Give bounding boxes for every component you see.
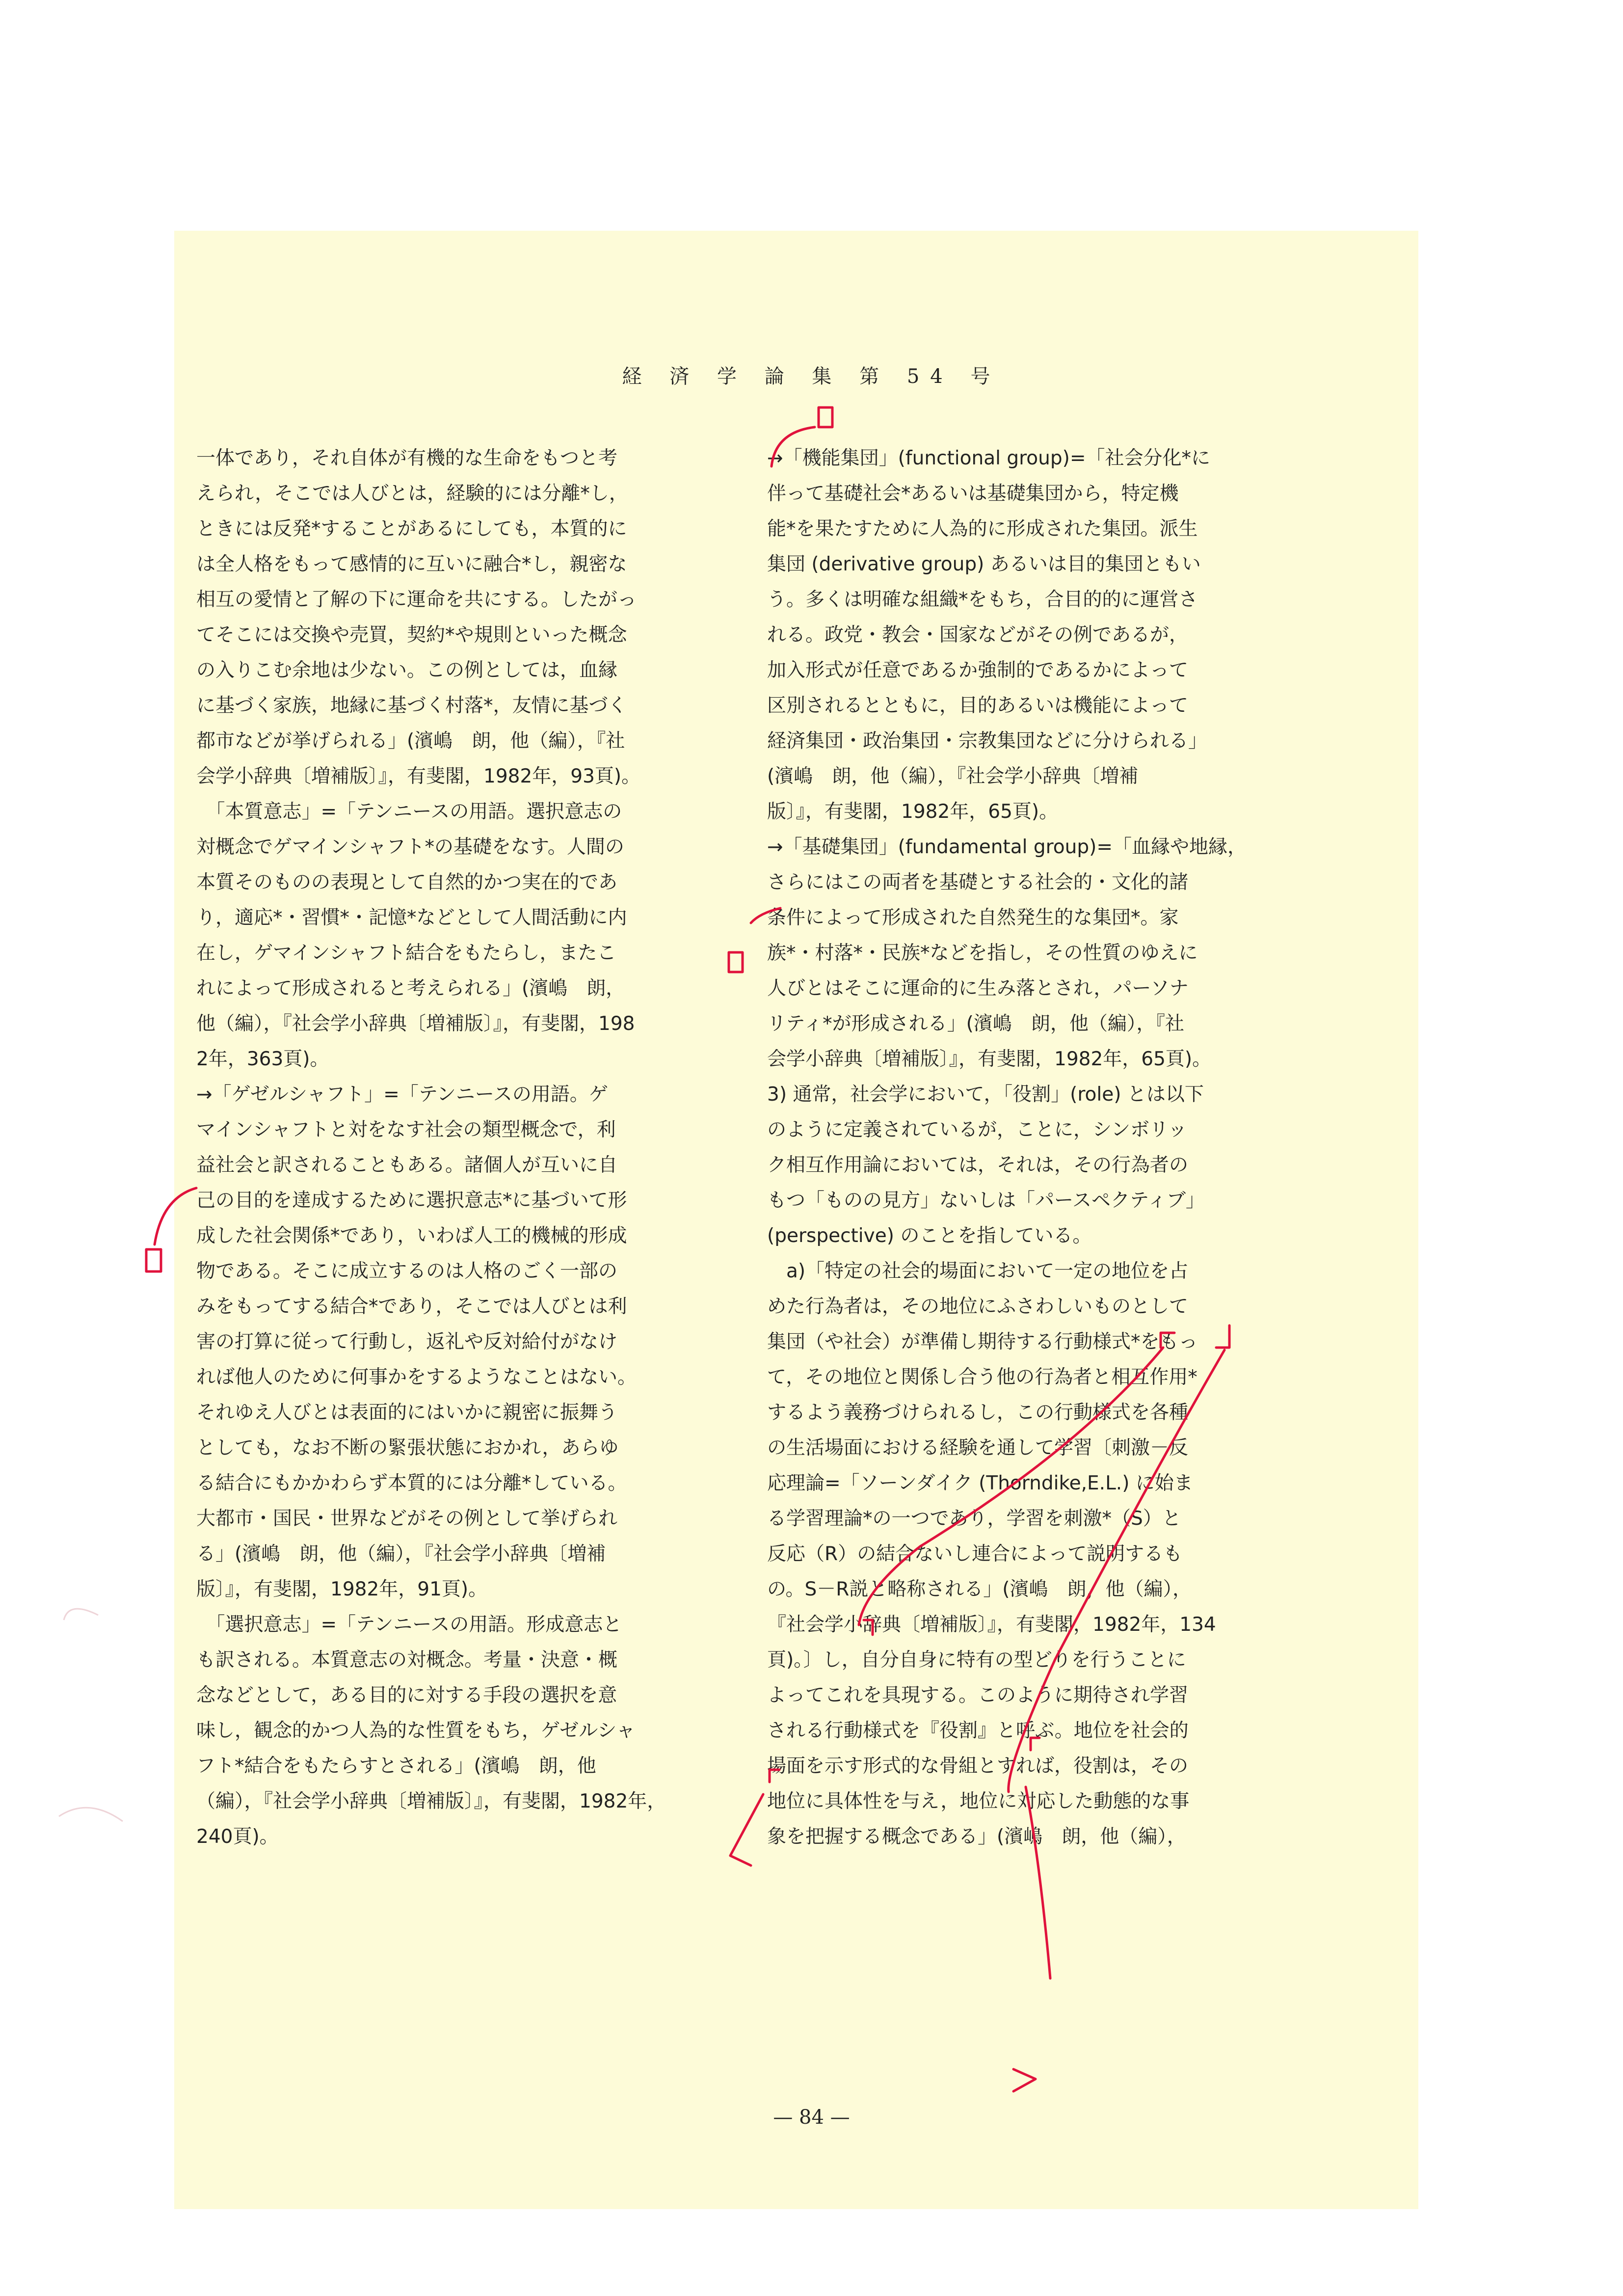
text-line: れば他人のために何事かをするようなことはない。 (196, 1366, 637, 1388)
text-line: のように定義されているが，ことに，シンボリッ (767, 1119, 1187, 1141)
text-line: 「選択意志」=「テンニースの用語。形成意志と (196, 1614, 622, 1636)
text-line: 在し，ゲマインシャフト結合をもたらし，またこ (196, 942, 616, 964)
text-line: 物である。そこに成立するのは人格のごく一部の (196, 1260, 618, 1282)
text-line: 応理論=「ソーンダイク (Thorndike,E.L.) に始ま (767, 1472, 1193, 1494)
text-line: 益社会と訳されることもある。諸個人が互いに自 (196, 1154, 618, 1176)
text-line: 地位に具体性を与え，地位に対応した動態的な事 (767, 1790, 1190, 1812)
text-line: 相互の愛情と了解の下に運命を共にする。したがっ (196, 589, 637, 611)
text-line: えられ，そこでは人びとは，経験的には分離*し， (196, 483, 628, 505)
text-line: としても，なお不断の緊張状態におかれ，あらゆ (196, 1437, 619, 1459)
text-line: 他（編），『社会学小辞典〔増補版〕』，有斐閣，198 (196, 1013, 635, 1035)
running-header: 経 済 学 論 集 第 54 号 (622, 365, 1001, 388)
left-column (196, 441, 697, 1855)
text-line: 『社会学小辞典〔増補版〕』，有斐閣，1982年，134 (767, 1614, 1216, 1636)
text-line: 版〕』，有斐閣，1982年，65頁)。 (767, 801, 1059, 823)
text-line: る」(濱嶋 朗，他（編），『社会学小辞典〔増補 (196, 1543, 606, 1565)
annotation-box-3 (146, 1249, 161, 1271)
text-line: 2年，363頁)。 (196, 1048, 329, 1070)
text-line: 族*・村落*・民族*などを指し，その性質のゆえに (767, 942, 1198, 964)
text-line: も訳される。本質意志の対概念。考量・決意・概 (196, 1649, 618, 1671)
text-line: 区別されるとともに，目的あるいは機能によって (767, 695, 1189, 717)
text-line: て，その地位と関係し合う他の行為者と相互作用* (767, 1366, 1197, 1388)
text-line: の入りこむ余地は少ない。この例としては，血縁 (196, 659, 618, 681)
text-line: 場面を示す形式的な骨組とすれば，役割は，その (767, 1755, 1189, 1777)
text-line: 会学小辞典〔増補版〕』，有斐閣，1982年，65頁)。 (767, 1048, 1212, 1070)
text-line: 対概念でゲマインシャフト*の基礎をなす。人間の (196, 836, 624, 858)
text-line: 反応（R）の結合ないし連合によって説明するも (767, 1543, 1183, 1565)
text-line: ク相互作用論においては，それは，その行為者の (767, 1154, 1189, 1176)
text-line: 人びとはそこに運命的に生み落とされ，パーソナ (767, 977, 1189, 999)
text-line: 3) 通常，社会学において，「役割」(role) とは以下 (767, 1083, 1204, 1106)
text-line: マインシャフトと対をなす社会の類型概念で，利 (196, 1119, 616, 1141)
text-line: めた行為者は，その地位にふさわしいものとして (767, 1296, 1189, 1318)
text-line: の。S－R説と略称される」(濱嶋 朗，他（編）， (767, 1578, 1192, 1600)
text-line: それゆえ人びとは表面的にはいかに親密に振舞う (196, 1402, 618, 1424)
text-line: る学習理論*の一つであり，学習を刺激*（S）と (767, 1508, 1181, 1530)
text-line: 本質そのものの表現として自然的かつ実在的であ (196, 871, 618, 893)
faint-bleed-mark-1 (64, 1609, 98, 1620)
text-line: さらにはこの両者を基礎とする社会的・文化的諸 (767, 871, 1189, 893)
text-line: もつ「ものの見方」ないしは「パースペクティブ」 (767, 1189, 1205, 1212)
text-line: 版〕』，有斐閣，1982年，91頁)。 (196, 1578, 488, 1600)
text-line: するよう義務づけられるし，この行動様式を各種 (767, 1402, 1189, 1424)
text-line: は全人格をもって感情的に互いに融合*し，親密な (196, 553, 627, 575)
text-line: 都市などが挙げられる」(濱嶋 朗，他（編），『社 (196, 730, 625, 752)
text-line: →「機能集団」(functional group)=「社会分化*に (767, 447, 1210, 469)
text-line: 集団（や社会）が準備し期待する行動様式*をもっ (767, 1331, 1198, 1353)
text-line: （編），『社会学小辞典〔増補版〕』，有斐閣，1982年， (196, 1790, 666, 1812)
text-line: の生活場面における経験を通して学習〔刺激－反 (767, 1437, 1189, 1459)
text-line: れる。政党・教会・国家などがその例であるが， (767, 624, 1189, 646)
text-line: ときには反発*することがあるにしても，本質的に (196, 518, 627, 540)
text-line: 念などとして，ある目的に対する手段の選択を意 (196, 1684, 617, 1706)
text-line: 己の目的を達成するために選択意志*に基づいて形 (196, 1189, 627, 1212)
text-line: 集団 (derivative group) あるいは目的集団ともい (767, 553, 1201, 575)
page-number: — 84 — (773, 2106, 850, 2129)
text-line: 味し，観念的かつ人為的な性質をもち，ゲゼルシャ (196, 1720, 636, 1742)
faint-bleed-mark-2 (59, 1808, 123, 1821)
text-line: に基づく家族，地縁に基づく村落*，友情に基づく (196, 695, 627, 717)
text-line: 条件によって形成された自然発生的な集団*。家 (767, 907, 1179, 929)
text-line: れによって形成されると考えられる」(濱嶋 朗， (196, 977, 625, 999)
text-line: 害の打算に従って行動し，返礼や反対給付がなけ (196, 1331, 618, 1353)
text-line: 経済集団・政治集団・宗教集団などに分けられる」 (767, 730, 1208, 752)
text-line: 成した社会関係*であり，いわば人工的機械的形成 (196, 1225, 627, 1247)
text-line: される行動様式を『役割』と呼ぶ。地位を社会的 (767, 1720, 1189, 1742)
text-line: 一体であり，それ自体が有機的な生命をもつと考 (196, 447, 618, 469)
text-line: (perspective) のことを指している。 (767, 1225, 1092, 1247)
text-line: →「基礎集団」(fundamental group)=「血縁や地縁， (767, 836, 1247, 858)
text-line: 会学小辞典〔増補版〕』，有斐閣，1982年，93頁)。 (196, 765, 641, 787)
right-column (767, 441, 1268, 1855)
text-line: 能*を果たすために人為的に形成された集団。派生 (767, 518, 1198, 540)
text-line: (濱嶋 朗，他（編），『社会学小辞典〔増補 (767, 765, 1139, 787)
text-line: みをもってする結合*であり，そこでは人びとは利 (196, 1296, 627, 1318)
text-line: る結合にもかかわらず本質的には分離*している。 (196, 1472, 627, 1494)
text-line: →「ゲゼルシャフト」=「テンニースの用語。ゲ (196, 1083, 608, 1106)
text-line: 240頁)。 (196, 1826, 279, 1848)
text-line: 加入形式が任意であるか強制的であるかによって (767, 659, 1189, 681)
text-line: り，適応*・習慣*・記憶*などとして人間活動に内 (196, 907, 627, 929)
text-line: 大都市・国民・世界などがその例として挙げられ (196, 1508, 618, 1530)
text-line: 「本質意志」=「テンニースの用語。選択意志の (196, 801, 622, 823)
text-line: フト*結合をもたらすとされる」(濱嶋 朗，他 (196, 1755, 596, 1777)
text-line: 伴って基礎社会*あるいは基礎集団から，特定機 (767, 483, 1179, 505)
text-line: a)「特定の社会的場面において一定の地位を占 (767, 1260, 1189, 1282)
text-line: よってこれを具現する。このように期待され学習 (767, 1684, 1189, 1706)
text-line: リティ*が形成される」(濱嶋 朗，他（編），『社 (767, 1013, 1184, 1035)
text-line: てそこには交換や売買，契約*や規則といった概念 (196, 624, 627, 646)
text-line: う。多くは明確な組織*をもち，合目的的に運営さ (767, 589, 1198, 611)
text-line: 象を把握する概念である」(濱嶋 朗，他（編）， (767, 1826, 1186, 1848)
text-line: 頁)。〕し，自分自身に特有の型どりを行うことに (767, 1649, 1186, 1671)
